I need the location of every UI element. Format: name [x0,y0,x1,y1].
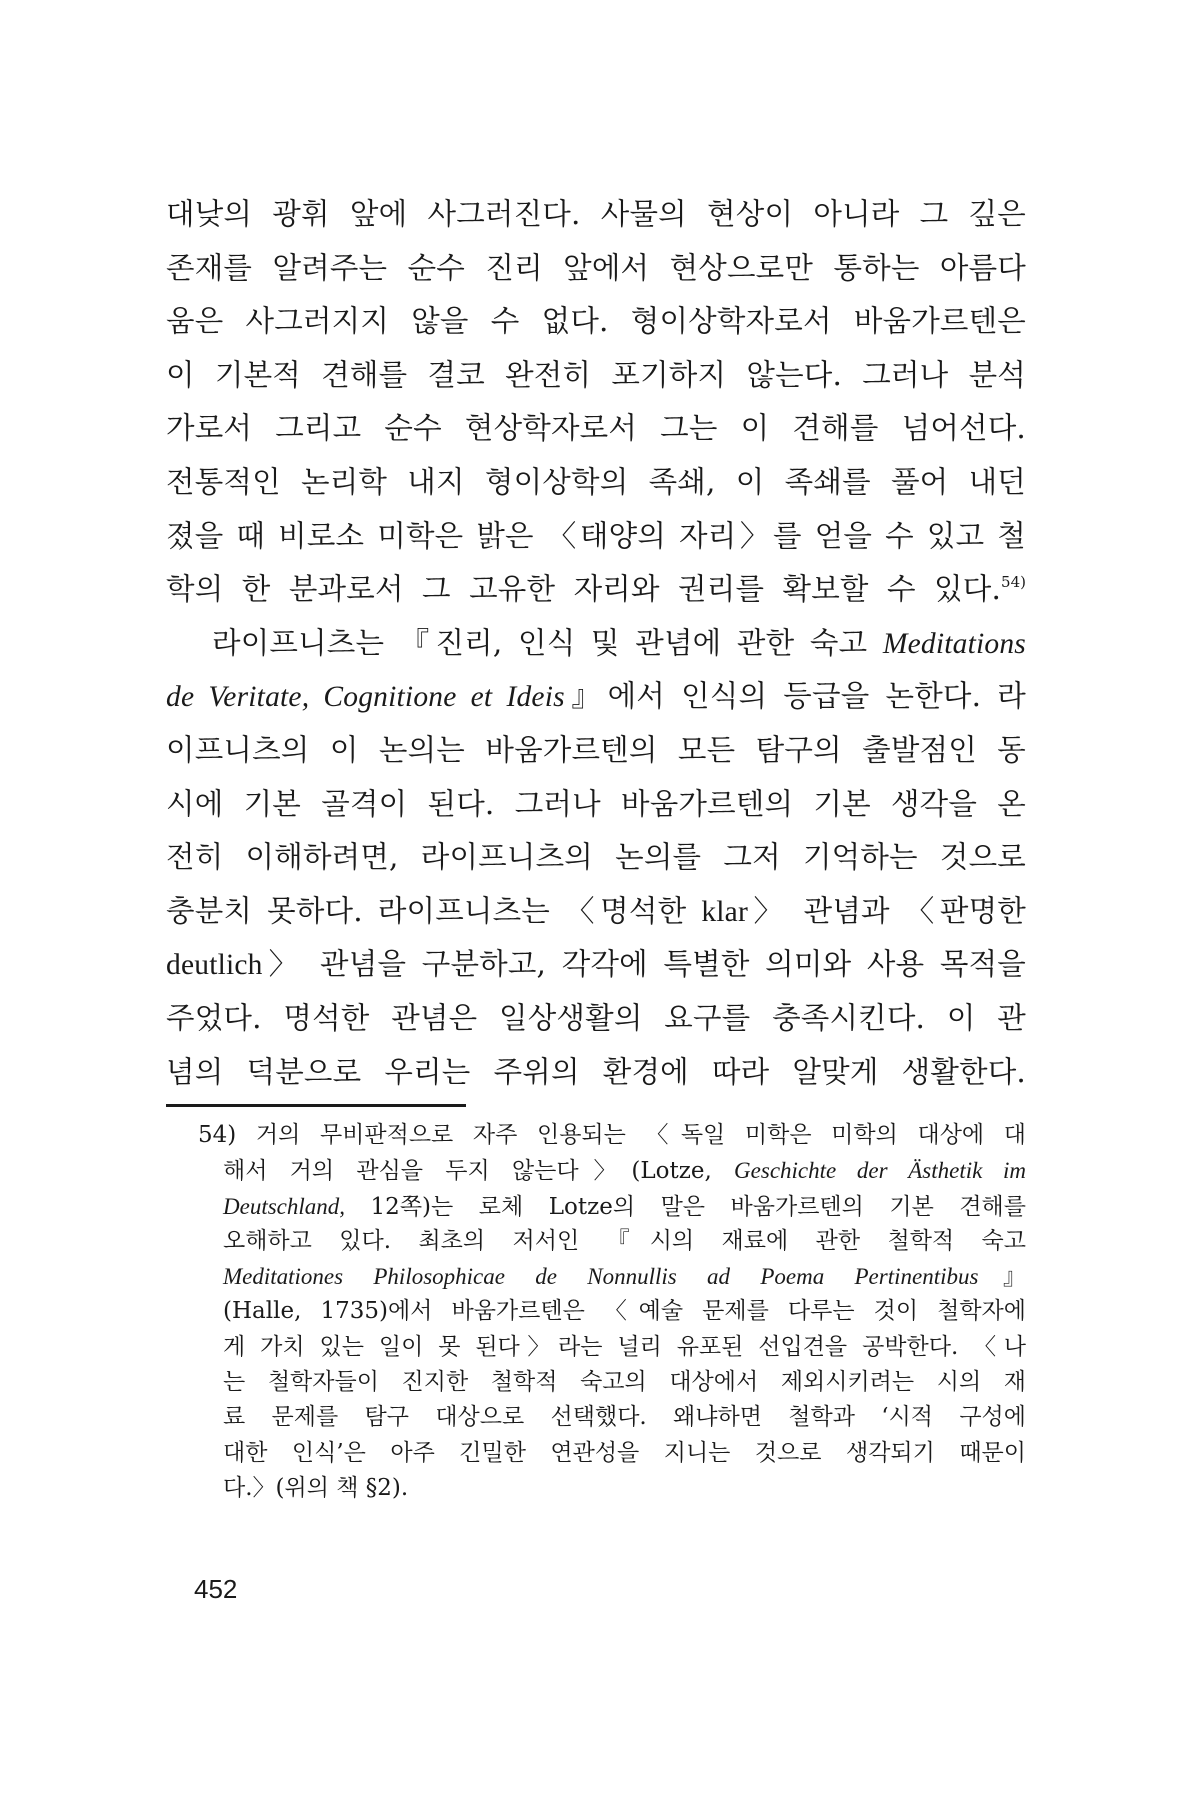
footnote-54 [198,1118,1026,1506]
text-line: 졌을 때 비로소 미학은 밝은 〈태양의 자리〉를 얻을 수 있고 철 [166,518,1026,553]
footnote-line [198,1153,1026,1188]
text-line: 주었다. 명석한 관념은 일상생활의 요구를 충족시킨다. 이 관 [166,1000,1026,1035]
text-span: 』에서 인식의 등급을 논한다. 라 [564,679,1027,714]
footnote-line: 오해하고 있다. 최초의 저서인 『시의 재료에 관한 철학적 숙고 [223,1227,1026,1254]
text-span: 학의 한 분과로서 그 고유한 자리와 권리를 확보할 수 있다. [166,572,1002,607]
footnote-line: (Halle, 1735)에서 바움가르텐은 〈예술 문제를 다루는 것이 철학자에 [223,1298,1026,1325]
paragraph-start-line [166,617,1026,671]
footnote-line: 54) 거의 무비판적으로 자주 인용되는 〈독일 미학은 미학의 대상에 대 [198,1122,1026,1148]
text-line [166,885,1026,939]
text-span: 해서 거의 관심을 두지 않는다〉(Lotze, [223,1158,735,1185]
text-span: 〉 관념과 〈판명한 [747,893,1026,928]
page-number: 452 [194,1574,238,1604]
text-span: 충분치 못하다. 라이프니츠는 〈명석한 [166,893,702,928]
footnote-line: 게 가치 있는 일이 못 된다〉라는 널리 유포된 선입견을 공박한다. 〈나 [223,1333,1026,1360]
cited-title: Meditationes Philosophicae de Nonnullis ad Poema Pertinentibus [223,1264,979,1290]
text-line: 존재를 알려주는 순수 진리 앞에서 현상으로만 통하는 아름다 [166,250,1026,285]
text-line: 념의 덕분으로 우리는 주위의 환경에 따라 알맞게 생활한다. [166,1054,1026,1089]
footnote-line: 료 문제를 탐구 대상으로 선택했다. 왜냐하면 철학과 ‘시적 구성에 [223,1404,1026,1431]
text-span: 』 [978,1264,1026,1291]
footnote-reference: 54) [1001,573,1026,592]
german-term: deutlich [166,949,263,982]
text-line: 전히 이해하려면, 라이프니츠의 논의를 그저 기억하는 것으로 [166,840,1026,875]
latin-title: de Veritate, Cognitione et Ideis [166,681,565,714]
footnote-divider [166,1104,466,1107]
footnote-line: 다.〉(위의 책 §2). [223,1474,409,1501]
footnote-line [198,1259,1026,1294]
text-line: 가로서 그리고 순수 현상학자로서 그는 이 견해를 넘어선다. [166,411,1026,446]
text-line: 이 기본적 견해를 결코 완전히 포기하지 않는다. 그러나 분석 [166,357,1026,392]
cited-title: Geschichte der Ästhetik im [734,1158,1026,1184]
footnote-line [198,1189,1026,1224]
text-span: 12쪽)는 로체 Lotze의 말은 바움가르텐의 기본 견해를 [345,1193,1026,1220]
footnote-line: 대한 인식’은 아주 긴밀한 연관성을 지니는 것으로 생각되기 때문이 [223,1439,1026,1466]
german-term: klar [701,895,748,928]
latin-title: Meditations [882,627,1026,660]
text-line-with-footnote-ref [166,563,1026,617]
text-line [166,938,1026,992]
footnote-line: 는 철학자들이 진지한 철학적 숙고의 대상에서 제외시키려는 시의 재 [223,1369,1026,1396]
text-line: 전통적인 논리학 내지 형이상학의 족쇄, 이 족쇄를 풀어 내던 [166,464,1026,499]
text-line: 대낮의 광휘 앞에 사그러진다. 사물의 현상이 아니라 그 깊은 [166,197,1026,231]
text-line: 움은 사그러지지 않을 수 없다. 형이상학자로서 바움가르텐은 [166,304,1026,339]
text-line [166,670,1026,724]
text-line: 이프니츠의 이 논의는 바움가르텐의 모든 탐구의 출발점인 동 [166,732,1026,767]
text-span: 라이프니츠는 『진리, 인식 및 관념에 관한 숙고 [212,625,883,660]
cited-title: Deutschland, [223,1193,346,1219]
text-span: 〉 관념을 구분하고, 각각에 특별한 의미와 사용 목적을 [262,947,1026,982]
main-text [166,188,1026,1099]
text-line: 시에 기본 골격이 된다. 그러나 바움가르텐의 기본 생각을 온 [166,786,1026,821]
